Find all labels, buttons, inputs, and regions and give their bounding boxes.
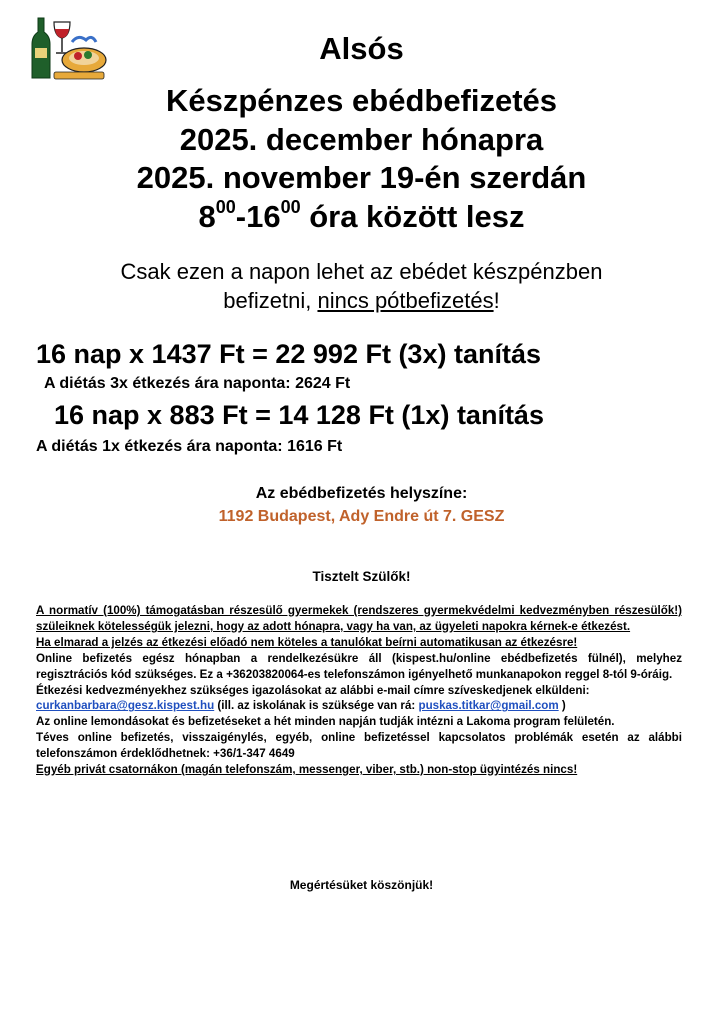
email-link-puskas[interactable]: puskas.titkar@gmail.com xyxy=(418,699,559,713)
time-suffix: óra között lesz xyxy=(300,198,525,234)
email-note-end: ) xyxy=(558,699,566,713)
time-start-minutes: 00 xyxy=(215,196,236,217)
info-paragraph-5: Az online lemondásokat és befizetéseket a hét minden napján tudják intézni a Lakoma program felületén. xyxy=(36,715,615,729)
notice-line-2-start: befizetni, xyxy=(223,288,318,313)
heading-line-1: Készpénzes ebédbefizetés xyxy=(165,83,558,118)
info-paragraph-3: Online befizetés egész hónapban a rendelkezésükre áll (kispest.hu/online ebédbefizetés fülnél), melyhez regisztrációs kód szükséges. Ez a +36203820064-es telefonszámon igényelhető munkanapokon reggel 8-tól 9-óráig. xyxy=(36,651,682,681)
notice-line-2-end: ! xyxy=(493,288,500,313)
notice-line-2 xyxy=(0,286,723,315)
email-note: (ill. az iskolának is szüksége van rá: xyxy=(214,699,419,713)
diet-price-1x: A diétás 1x étkezés ára naponta: 1616 Ft xyxy=(36,438,343,455)
info-paragraph-7: Egyéb privát csatornákon (magán telefonszám, messenger, viber, stb.) non-stop ügyintézés nincs! xyxy=(36,763,578,777)
heading-time-line xyxy=(0,198,723,237)
payment-heading xyxy=(0,82,723,236)
venue-address: 1192 Budapest, Ady Endre út 7. GESZ xyxy=(218,508,505,525)
heading-line-3: 2025. november 19-én szerdán xyxy=(136,160,587,195)
info-body xyxy=(36,603,682,778)
thanks-line: Megértésüket köszönjük! xyxy=(289,878,434,892)
no-late-payment: nincs pótbefizetés xyxy=(317,288,494,313)
info-paragraph-emails xyxy=(36,698,682,714)
time-start: 8 xyxy=(198,198,216,234)
notice-line-1: Csak ezen a napon lehet az ebédet készpénzben xyxy=(120,259,603,284)
page-title: Alsós xyxy=(319,31,404,66)
price-row-3x: 16 nap x 1437 Ft = 22 992 Ft (3x) tanítás xyxy=(36,339,541,369)
cash-only-notice xyxy=(0,257,723,315)
time-end-minutes: 00 xyxy=(280,196,301,217)
info-paragraph-6: Téves online befizetés, visszaigénylés, egyéb, online befizetéssel kapcsolatos problémák esetén az alábbi telefonszámon érdeklődhetnek: +36/1-347 4649 xyxy=(36,731,682,761)
diet-price-3x: A diétás 3x étkezés ára naponta: 2624 Ft xyxy=(44,375,351,392)
info-paragraph-4: Étkezési kedvezményekhez szükséges igazolásokat az alábbi e-mail címre szíveskedjenek elküldeni: xyxy=(36,683,590,697)
heading-line-2: 2025. december hónapra xyxy=(179,121,544,157)
price-row-1x: 16 nap x 883 Ft = 14 128 Ft (1x) tanítás xyxy=(54,400,544,430)
venue-label: Az ebédbefizetés helyszíne: xyxy=(255,485,468,502)
email-link-curkan[interactable]: curkanbarbara@gesz.kispest.hu xyxy=(36,699,215,713)
greeting: Tisztelt Szülők! xyxy=(312,569,411,584)
venue-section xyxy=(0,482,723,528)
time-end: -16 xyxy=(235,198,281,234)
info-paragraph-2: Ha elmarad a jelzés az étkezési előadó nem köteles a tanulókat beírni automatikusan az étkezésre! xyxy=(36,635,578,649)
info-paragraph-1: A normatív (100%) támogatásban részesülő gyermekek (rendszeres gyermekvédelmi kedvezményben részesülők!) szüleiknek kötelességük jelezni, hogy az adott hónapra, vagy ha van, az ügyeleti napokra kérnek-e étkezést. xyxy=(36,604,682,633)
